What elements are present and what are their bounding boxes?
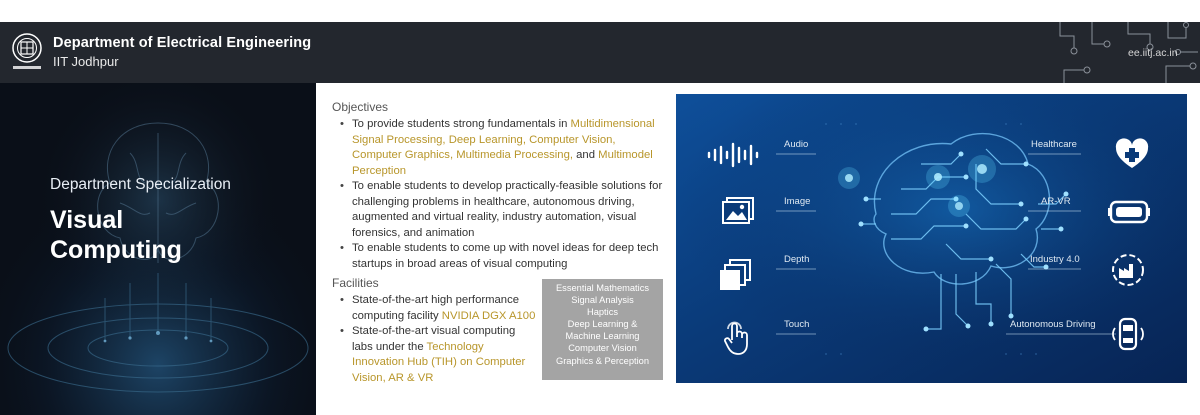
- course-item: Haptics: [586, 307, 618, 318]
- visual-computing-diagram: [676, 94, 1187, 383]
- website-url: ee.iitj.ac.in: [1128, 47, 1178, 59]
- input-label-audio: Audio: [784, 139, 809, 150]
- autonomous-car-icon: [1112, 316, 1144, 352]
- application-label-healthcare: Healthcare: [1031, 139, 1077, 150]
- course-item: Graphics & Perception: [555, 355, 649, 366]
- course-item: Signal Analysis: [571, 295, 634, 306]
- facility-item: [333, 324, 538, 386]
- input-label-touch: Touch: [784, 319, 810, 330]
- objective-item: [333, 117, 663, 179]
- objective-2-text: To enable students to develop practically-feasible solutions for challenging problems in healthcare, autonomous driving, augmented and virtual reality, industry automation, visual forensics, and animation: [352, 180, 663, 239]
- objectives-list: [333, 117, 663, 272]
- facilities-heading: Facilities: [332, 276, 379, 290]
- iitj-logo: [9, 31, 45, 73]
- healthcare-icon: [1114, 138, 1150, 172]
- institute-name: IIT Jodhpur: [53, 54, 119, 69]
- objectives-heading: Objectives: [332, 100, 389, 114]
- specialization-title: [50, 205, 182, 265]
- specialization-label: Department Specialization: [50, 176, 231, 193]
- course-item: Computer Vision: [568, 343, 637, 354]
- course-item: Machine Learning: [565, 331, 640, 342]
- courses-box: [542, 279, 663, 380]
- title-line-computing: Computing: [50, 236, 182, 264]
- input-label-image: Image: [784, 196, 811, 207]
- course-item: Deep Learning &: [567, 319, 638, 330]
- audio-waveform-icon: [706, 142, 761, 168]
- objective-1-text: To provide students strong fundamentals in: [352, 118, 571, 130]
- objective-1-highlight: Multidimensional Signal Processing, Deep Learning, Computer Vision, Computer Graphics, Multimedia Processing,: [352, 118, 655, 161]
- touch-hand-icon: [723, 320, 753, 356]
- facility-2-text: State-of-the-art visual computing labs under the: [352, 325, 516, 353]
- title-line-visual: Visual: [50, 206, 124, 234]
- department-title: Department of Electrical Engineering: [53, 35, 312, 51]
- facilities-list: [333, 293, 538, 386]
- facility-item: [333, 293, 538, 324]
- input-label-depth: Depth: [784, 254, 810, 265]
- industry-icon: [1110, 252, 1146, 288]
- depth-layers-icon: [718, 258, 752, 292]
- facility-1-text: State-of-the-art high performance computing facility: [352, 294, 520, 322]
- specialization-panel: [0, 83, 316, 415]
- application-label-industry: Industry 4.0: [1030, 254, 1080, 265]
- vr-headset-icon: [1108, 198, 1150, 226]
- image-icon: [721, 196, 755, 226]
- facility-2-highlight: Technology Innovation Hub (TIH) on Computer Vision, AR & VR: [352, 340, 526, 384]
- objective-item: [333, 241, 663, 272]
- application-label-autonomous-driving: Autonomous Driving: [1010, 319, 1096, 330]
- course-item: Essential Mathematics: [555, 283, 649, 293]
- objective-1-highlight-2: Multimodel Perception: [352, 149, 653, 177]
- objective-item: [333, 179, 663, 241]
- application-label-ar-vr: AR-VR: [1041, 196, 1071, 207]
- header-bar: [0, 22, 1200, 83]
- facility-1-highlight: NVIDIA DGX A100: [441, 309, 536, 322]
- objective-1-middle: and: [573, 149, 599, 161]
- objective-3-text: To enable students to come up with novel ideas for deep tech startups in broad areas of visual computing: [352, 242, 659, 270]
